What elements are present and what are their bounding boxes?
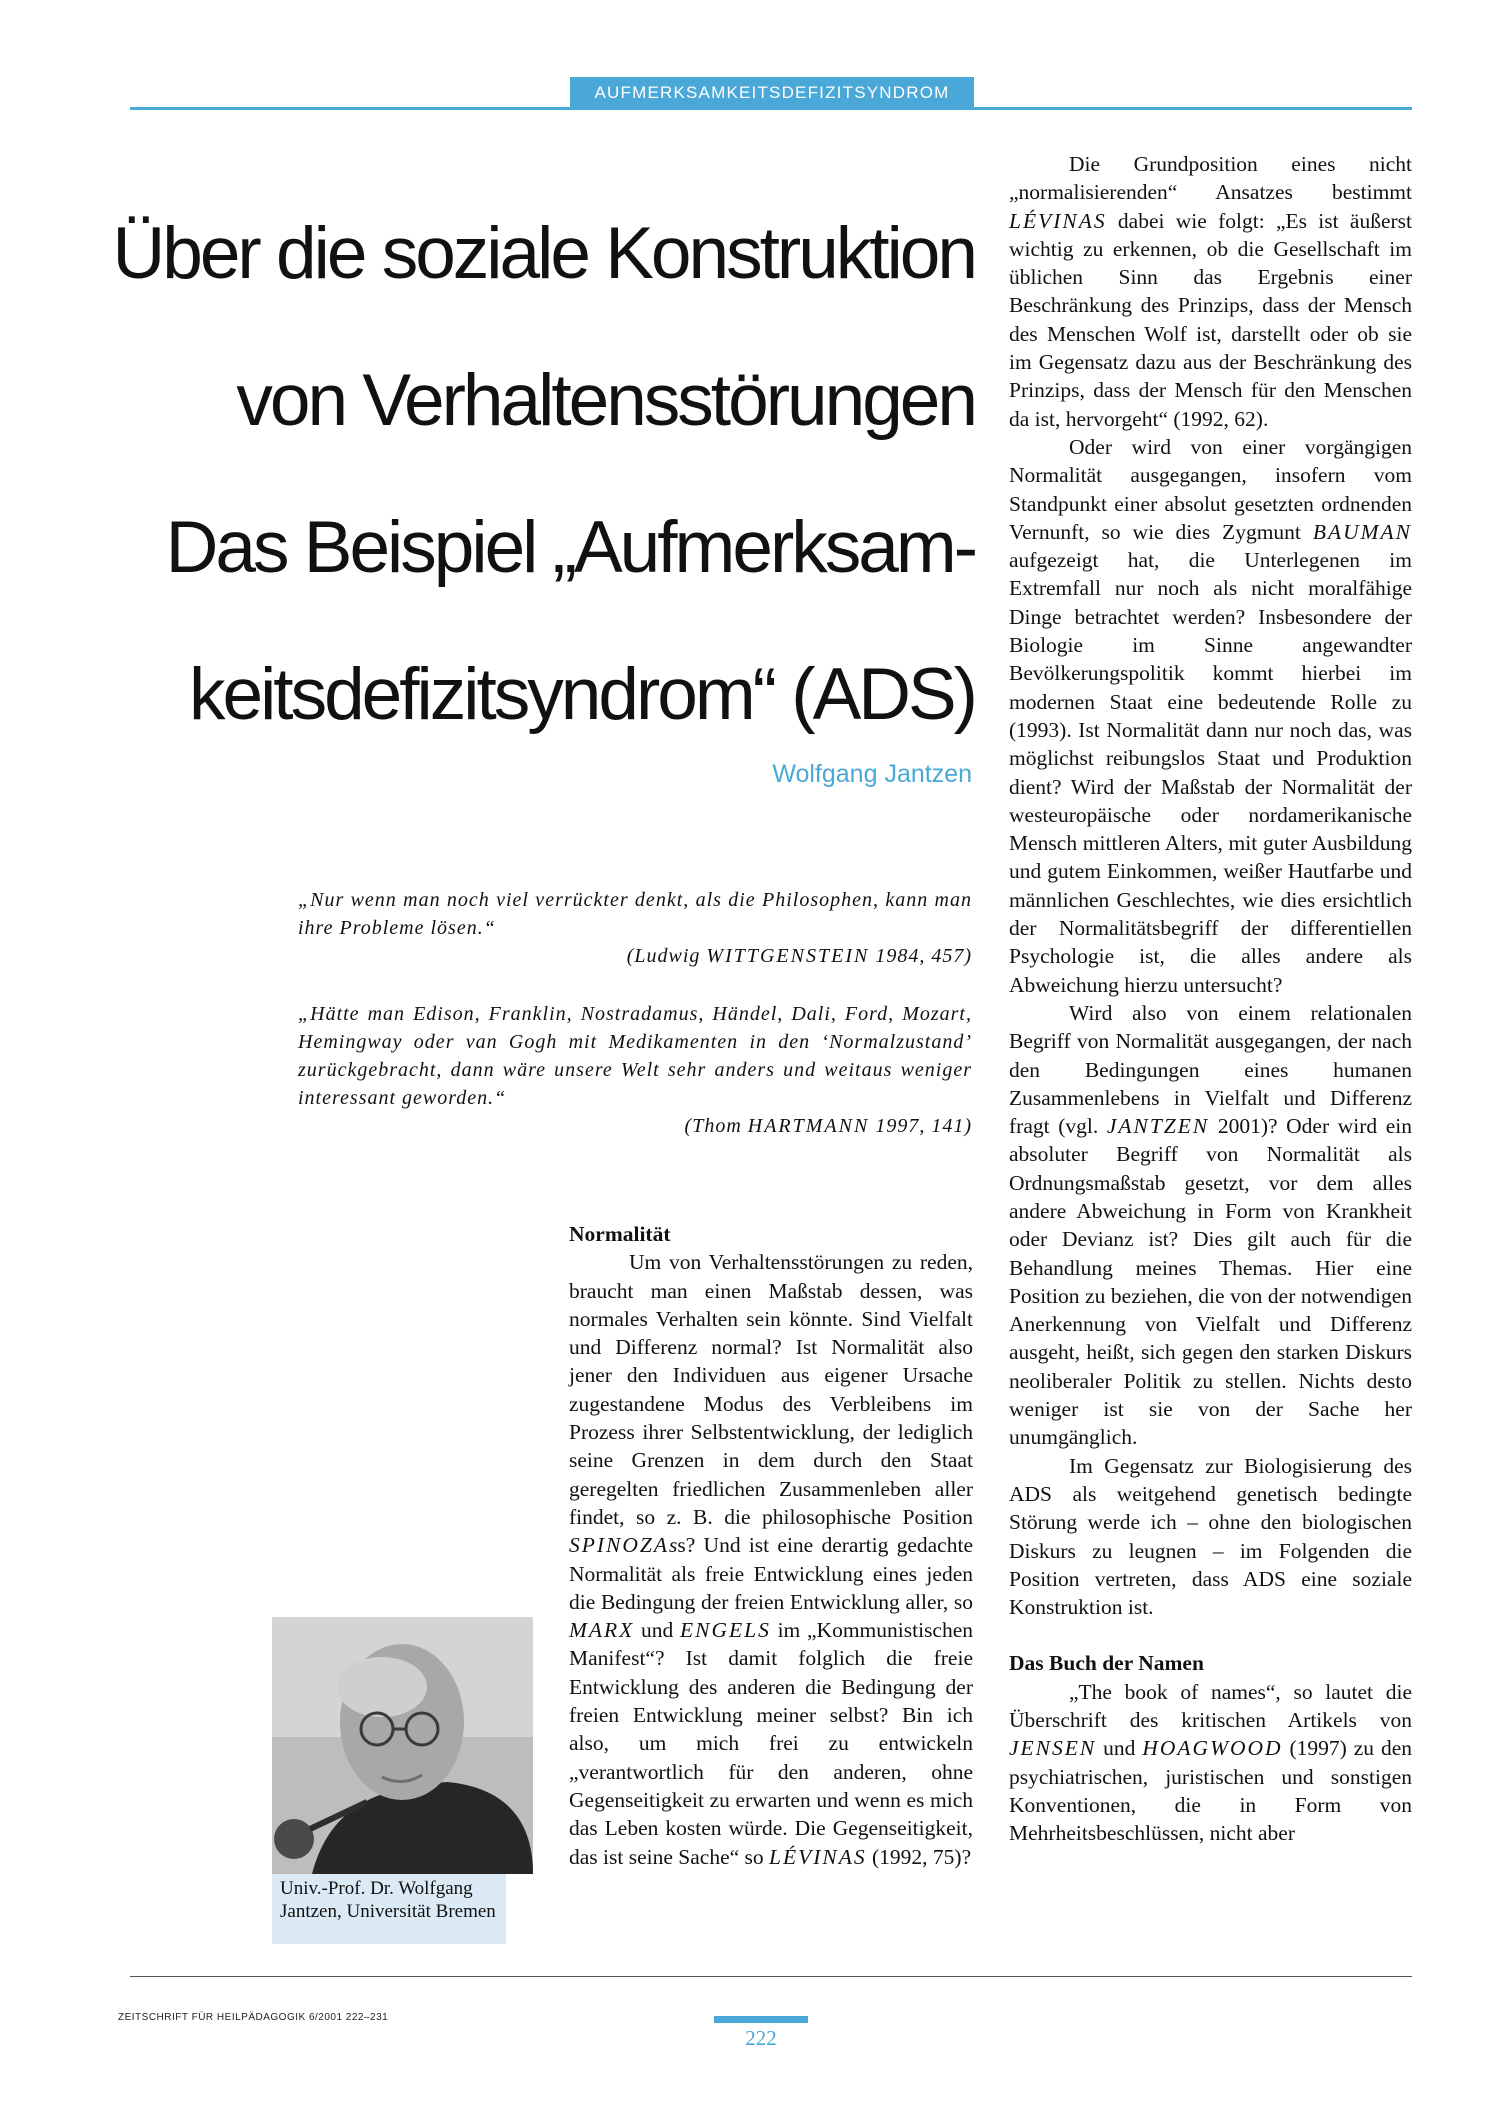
title-line-2: von Verhaltensstörungen xyxy=(236,360,975,441)
page-number-bar xyxy=(714,2016,808,2023)
page-number: 222 xyxy=(745,2026,777,2050)
author-name: Wolfgang Jantzen xyxy=(772,760,972,788)
paragraph: Um von Verhaltensstörungen zu reden, braucht man einen Maßstab dessen, was normales Verhalten sein könnte. Sind Vielfalt und Differenz normal? Ist Normalität also jener den Individuen aus eigener Ursache zugestandene Modus des Verbleibens im Prozess ihrer Selbstentwicklung, der lediglich seine Grenzen in dem durch den Staat geregelten friedlichen Zusammenleben aller findet, so z. B. die philosophische Position SPINOZAss? Und ist eine derartig gedachte Normalität als freie Entwicklung eines jeden die Bedingung der freien Entwicklung aller, so MARX und ENGELS im „Kommunistischen Manifest“? Ist damit folglich die freie Entwicklung des anderen die Bedingung der freien Entwicklung meiner selbst? Bin ich also, um mich frei zu entwickeln „verantwortlich für den anderen, ohne Gegenseitigkeit zu erwarten und wenn es mich das Leben kosten würde. Die Gegenseitigkeit, das ist seine Sache“ so LÉVINAS (1992, 75)? xyxy=(569,1250,974,1869)
text-column-right xyxy=(1009,150,1412,1848)
article-title xyxy=(100,180,975,768)
paragraph: Oder wird von einer vorgängigen Normalität ausgegangen, insofern vom Standpunkt einer absolut gesetzten ordnenden Vernunft, so wie dies Zygmunt BAUMAN aufgezeigt hat, die Unterlegenen im Extremfall nur noch als nicht moralfähige Dinge betrachtet werden? Insbesondere der Biologie im Sinne angewandter Bevölkerungspolitik kommt hierbei im modernen Staat eine bedeutende Rolle zu (1993). Ist Normalität dann nur noch das, was möglichst reibungslos Staat und Produktion dient? Wird der Maßstab der Normalität der westeuropäische oder nordamerikanische Mensch mittleren Alters, mit guter Ausbildung und gutem Einkommen, weißer Hautfarbe und männlichen Geschlechtes, wie dies ersichtlich der Normalitätsbegriff der differentiellen Psychologie ist, die alles andere als Abweichung hierzu untersucht? xyxy=(1009,434,1412,997)
title-line-3: Das Beispiel „Aufmerksam- xyxy=(165,507,975,588)
author-photo xyxy=(272,1617,533,1874)
epigraph-source: (Ludwig WITTGENSTEIN 1984, 457) xyxy=(626,945,972,967)
top-rule xyxy=(130,107,1412,110)
epigraph-1 xyxy=(298,886,972,970)
paragraph: Im Gegensatz zur Biologisierung des ADS als weitgehend genetisch bedingte Störung werde ich – ohne den biologischen Diskurs zu leugnen – im Folgenden die Position vertreten, dass ADS eine soziale Konstruktion ist. xyxy=(1009,1453,1412,1620)
section-tag: AUFMERKSAMKEITSDEFIZITSYNDROM xyxy=(570,77,974,108)
paragraph: Die Grundposition eines nicht „normalisierenden“ Ansatzes bestimmt LÉVINAS dabei wie folgt: „Es ist äußerst wichtig zu erkennen, ob die Gesellschaft im üblichen Sinn das Ergebnis einer Beschränkung des Prinzips, dass der Mensch des Menschen Wolf ist, darstellt oder ob sie im Gegensatz dazu aus der Beschränkung des Prinzips, dass der Mensch für den Menschen da ist, hervorgeht“ (1992, 62). xyxy=(1009,152,1412,431)
text-column-middle xyxy=(569,1220,973,1871)
title-line-1: Über die soziale Konstruktion xyxy=(112,213,975,294)
section-heading-buch-der-namen: Das Buch der Namen xyxy=(1009,1651,1204,1676)
paragraph: Wird also von einem relationalen Begriff von Normalität ausgegangen, der nach den Bedingungen eines humanen Zusammenlebens in Vielfalt und Differenz fragt (vgl. JANTZEN 2001)? Oder wird ein absoluter Begriff von Normalität als Ordnungsmaßstab gesetzt, vor dem alles andere Abweichung in Form von Krankheit oder Devianz ist? Dies gilt auch für die Behandlung meines Themas. Hier eine Position zu beziehen, die von der notwendigen Anerkennung von Vielfalt und Differenz ausgeht, heißt, sich gegen den starken Diskurs neoliberaler Politik zu stellen. Nichts desto weniger ist sie von der Sache her unumgänglich. xyxy=(1009,1000,1413,1450)
photo-caption: Univ.-Prof. Dr. Wolfgang Jantzen, Universität Bremen xyxy=(272,1874,506,1944)
title-line-4: keitsdefizitsyndrom“ (ADS) xyxy=(188,654,975,735)
epigraph-source: (Thom HARTMANN 1997, 141) xyxy=(684,1115,972,1137)
epigraph-text: „Nur wenn man noch viel verrückter denkt, als die Philosophen, kann man ihre Probleme lösen.“ xyxy=(298,889,972,939)
journal-reference: ZEITSCHRIFT FÜR HEILPÄDAGOGIK 6/2001 222–231 xyxy=(118,2012,389,2023)
epigraph-2 xyxy=(298,1000,972,1140)
epigraph-text: „Hätte man Edison, Franklin, Nostradamus, Händel, Dali, Ford, Mozart, Hemingway oder van Gogh mit Medikamenten in den ‘Normalzustand’ zurückgebracht, dann wäre unsere Welt sehr anders und weitaus weniger interessant geworden.“ xyxy=(298,1003,972,1109)
section-heading-normalitaet: Normalität xyxy=(569,1222,671,1246)
paragraph: „The book of names“, so lautet die Überschrift des kritischen Artikels von JENSEN und HOAGWOOD (1997) zu den psychiatrischen, juristischen und sonstigen Konventionen, die in Form von Mehrheitsbeschlüssen, nicht aber xyxy=(1009,1679,1413,1846)
bottom-rule xyxy=(130,1976,1412,1977)
author-portrait-image xyxy=(272,1617,533,1874)
